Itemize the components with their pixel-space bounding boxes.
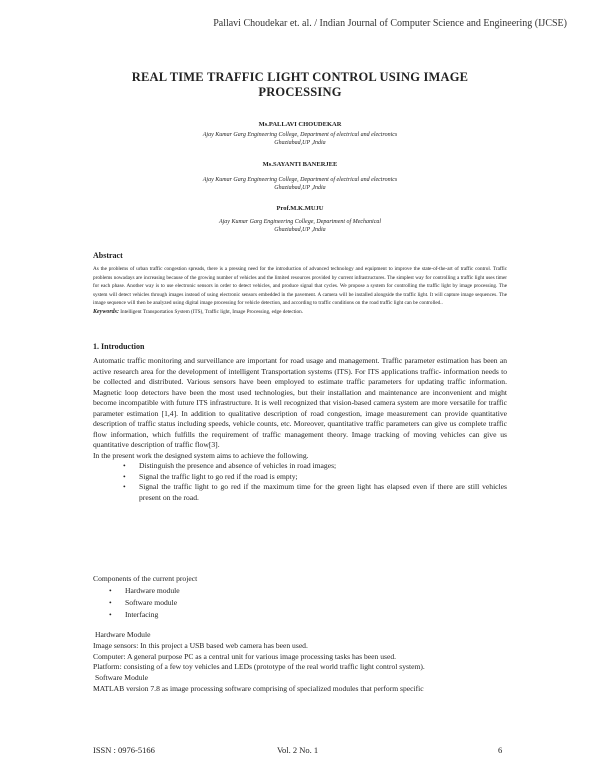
hardware-line: Image sensors: In this project a USB based web camera has been used. [93, 640, 308, 650]
components-list [93, 585, 197, 621]
section-heading-introduction: 1. Introduction [93, 342, 145, 351]
list-item: • Software module [125, 597, 197, 609]
title-line-2: PROCESSING [258, 85, 342, 99]
introduction-body [93, 356, 507, 503]
author-affiliation: Ajay Kumar Garg Engineering College, Department of Mechanical Ghaziabad,UP ,India [218, 219, 382, 233]
footer-volume: Vol. 2 No. 1 [277, 745, 319, 755]
introduction-paragraph: Automatic traffic monitoring and surveillance are important for road usage and management. Traffic parameter estimation has been an active research area for the development of intelligent Transportation systems (ITS). For ITS applications traffic- information needs to be collected and distributed. Various sensors have been employed to estimate traffic parameters for updating traffic information. Magnetic loop detectors have been the most used technologies, but their installation and maintenance are inconvenient and might become incompatible with future ITS infrastructure. It is well recognized that vision-based camera system are more versatile for traffic parameter estimation [1,4]. In addition to qualitative description of road congestion, image measurement can provide quantitative description of traffic status including speeds, vehicle counts, etc. Moreover, quantitative traffic parameters can give us complete traffic flow information, which fulfills the requirement of traffic management theory. Image tracking of moving vehicles can give us quantitative description of traffic flow[3]. [93, 356, 507, 449]
keywords-text: Intelligent Transportation System (ITS), Traffic light, Image Processing, edge detection. [120, 309, 304, 315]
paper-title [0, 70, 600, 100]
components-heading: Components of the current project [93, 574, 198, 583]
author-name: Ms.PALLAVI CHOUDEKAR [258, 121, 342, 128]
footer-issn: ISSN : 0976-5166 [93, 745, 155, 755]
keywords [93, 309, 507, 315]
aims-list [93, 461, 507, 503]
list-item: • Signal the traffic light to go red if the road is empty; [139, 472, 507, 483]
abstract-heading: Abstract [93, 251, 123, 260]
hardware-line: Platform: consisting of a few toy vehicles and LEDs (prototype of the real world traffic light control system). [93, 662, 425, 672]
components-section [93, 573, 197, 621]
list-item: • Signal the traffic light to go red if the maximum time for the green light has elapsed even if there are still vehicles present on the road. [139, 482, 507, 503]
list-item: • Hardware module [125, 585, 197, 597]
author-name: Prof.M.K.MUJU [276, 205, 324, 212]
author-name: Ms.SAYANTI BANERJEE [262, 161, 338, 168]
footer-page-number: 6 [498, 745, 503, 755]
software-line: MATLAB version 7.8 as image processing software comprising of specialized modules that perform specific [93, 683, 424, 693]
running-head: Pallavi Choudekar et. al. / Indian Journal of Computer Science and Engineering (IJCSE) [213, 18, 567, 29]
author-affiliation: Ajay Kumar Garg Engineering College, Department of electrical and electronics Ghaziabad,UP ,India [202, 132, 398, 146]
list-item: • Distinguish the presence and absence of vehicles in road images; [139, 461, 507, 472]
keywords-label: Keywords: [93, 309, 119, 315]
title-line-1: REAL TIME TRAFFIC LIGHT CONTROL USING IMAGE [131, 70, 469, 84]
list-item: • Interfacing [125, 609, 197, 621]
author-affiliation: Ajay Kumar Garg Engineering College, Department of electrical and electronics Ghaziabad,UP ,India [202, 177, 398, 191]
hardware-line: Computer: A general purpose PC as a central unit for various image processing tasks has been used. [93, 651, 397, 661]
software-heading: Software Module [95, 673, 148, 683]
abstract-text: As the problems of urban traffic congestion spreads, there is a pressing need for the introduction of advanced technology and equipment to improve the state-of-the-art of traffic control. Traffic problems nowadays are increasing because of the growing number of vehicles and the limited resources provided by current infrastructures. The simplest way for controlling a traffic light uses timer for each phase. Another way is to use electronic sensors in order to detect vehicles, and produce signal that cycles. We propose a system for controlling the traffic light by image processing. The system will detect vehicles through images instead of using electronic sensors embedded in the pavement. A camera will be installed alongside the traffic light. It will capture image sequences. The image sequence will then be analyzed using digital image processing for vehicle detection, and according to traffic conditions on the road traffic light can be controlled.. [93, 266, 507, 306]
hardware-section [93, 630, 513, 695]
aims-intro: In the present work the designed system aims to achieve the following. [93, 450, 309, 460]
hardware-heading: Hardware Module [95, 630, 151, 639]
